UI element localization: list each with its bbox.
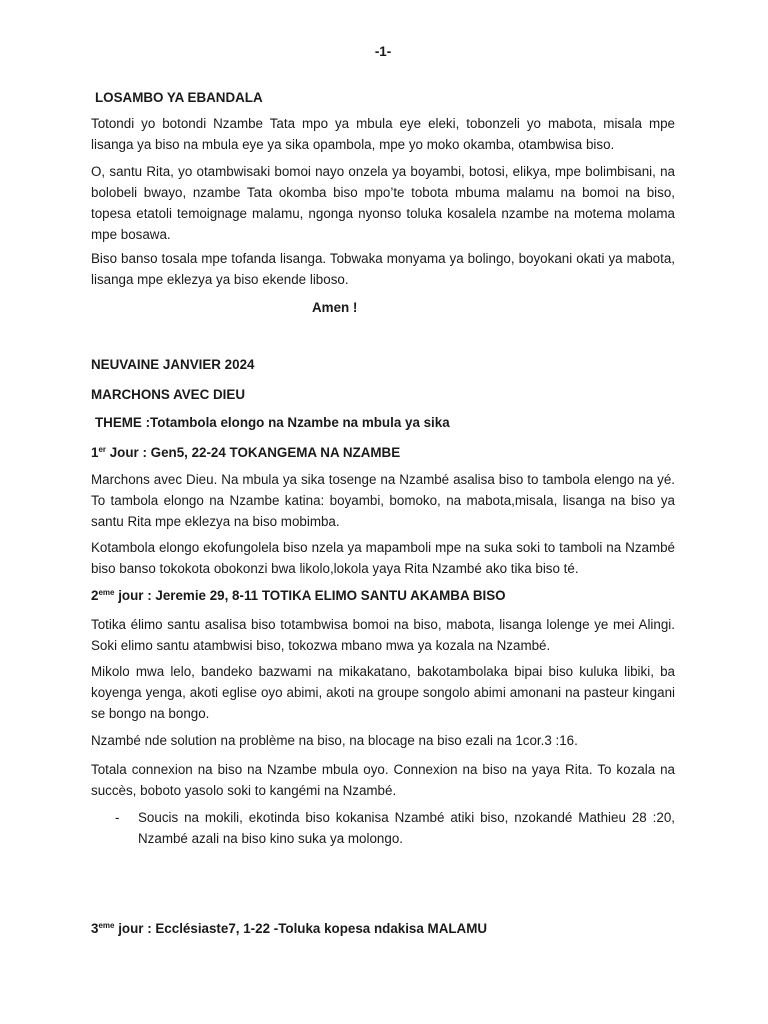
prayer-paragraph-2: O, santu Rita, yo otambwisaki bomoi nayo onzela ya boyambi, botosi, elikya, mpe bolimbisani, na bolobeli bwayo, nzambe Tata okomba biso mpo’te tobota mbuma malamu na bomoi na biso, topesa etatoli temoignage malamu, ngonga nyonso toluka kosalela nzambe na motema molama mpe bosawa. xyxy=(91,164,675,242)
day1-heading: 1er Jour : Gen5, 22-24 TOKANGEMA NA NZAMBE xyxy=(91,445,401,460)
bullet-dash: - xyxy=(115,810,120,825)
day2-paragraph-1: Totika élimo santu asalisa biso totambwisa bomoi na biso, mabota, lisanga lolenge ye mei Alingi. Soki elimo santu atambwisi biso, tokozwa mbano mwa ya kozala na Nzambé. xyxy=(91,617,675,653)
day3-heading: 3eme jour : Ecclésiaste7, 1-22 -Toluka kopesa ndakisa MALAMU xyxy=(91,921,488,936)
prayer-title: LOSAMBO YA EBANDALA xyxy=(95,90,263,105)
neuvaine-subtitle: MARCHONS AVEC DIEU xyxy=(91,387,245,402)
day1-paragraph-1: Marchons avec Dieu. Na mbula ya sika tosenge na Nzambé asalisa biso to tambola elengo na yé. To tambola elongo na Nzambe katina: boyambi, bomoko, na mabota,misala, lisanga na biso ya santu Rita mpe eklezya na biso mobimba. xyxy=(91,472,675,529)
bullet-text: Soucis na mokili, ekotinda biso kokanisa Nzambé atiki biso, nzokandé Mathieu 28 :20, Nzambé azali na biso kino suka ya molongo. xyxy=(138,810,675,846)
day2-paragraph-4: Totala connexion na biso na Nzambe mbula oyo. Connexion na biso na yaya Rita. To kozala na succès, boboto yasolo soki to kangémi na Nzambé. xyxy=(91,762,675,798)
day2-paragraph-2: Mikolo mwa lelo, bandeko bazwami na mikakatano, bakotambolaka bipai biso kuluka libiki, ba koyenga yenga, akoti eglise oyo abimi, akoti na groupe songolo abimi amonani na pasteur kingani se bongo na bongo. xyxy=(91,664,675,721)
page-number: -1- xyxy=(374,44,392,59)
neuvaine-title: NEUVAINE JANVIER 2024 xyxy=(91,357,255,372)
neuvaine-theme: THEME :Totambola elongo na Nzambe na mbula ya sika xyxy=(95,415,450,430)
prayer-paragraph-1: Totondi yo botondi Nzambe Tata mpo ya mbula eye eleki, tobonzeli yo mabota, misala mpe lisanga ya biso na mbula eye ya sika opambola, mpe yo moko okamba, otambwisa biso. xyxy=(91,116,675,152)
day2-heading: 2eme jour : Jeremie 29, 8-11 TOTIKA ELIMO SANTU AKAMBA BISO xyxy=(91,588,506,603)
prayer-paragraph-3: Biso banso tosala mpe tofanda lisanga. Tobwaka monyama ya bolingo, boyokani okati ya mabota, lisanga mpe eklezya ya biso ekende liboso. xyxy=(91,251,675,287)
day1-paragraph-2: Kotambola elongo ekofungolela biso nzela ya mapamboli mpe na suka soki to tamboli na Nzambé biso banso tokokota obokonzi bwa likolo,lokola yaya Rita Nzambé ako tika biso té. xyxy=(91,540,675,576)
day2-bullet-item xyxy=(91,807,675,849)
day2-paragraph-3: Nzambé nde solution na problème na biso, na blocage na biso ezali na 1cor.3 :16. xyxy=(91,733,578,748)
amen-line: Amen ! xyxy=(312,300,358,315)
